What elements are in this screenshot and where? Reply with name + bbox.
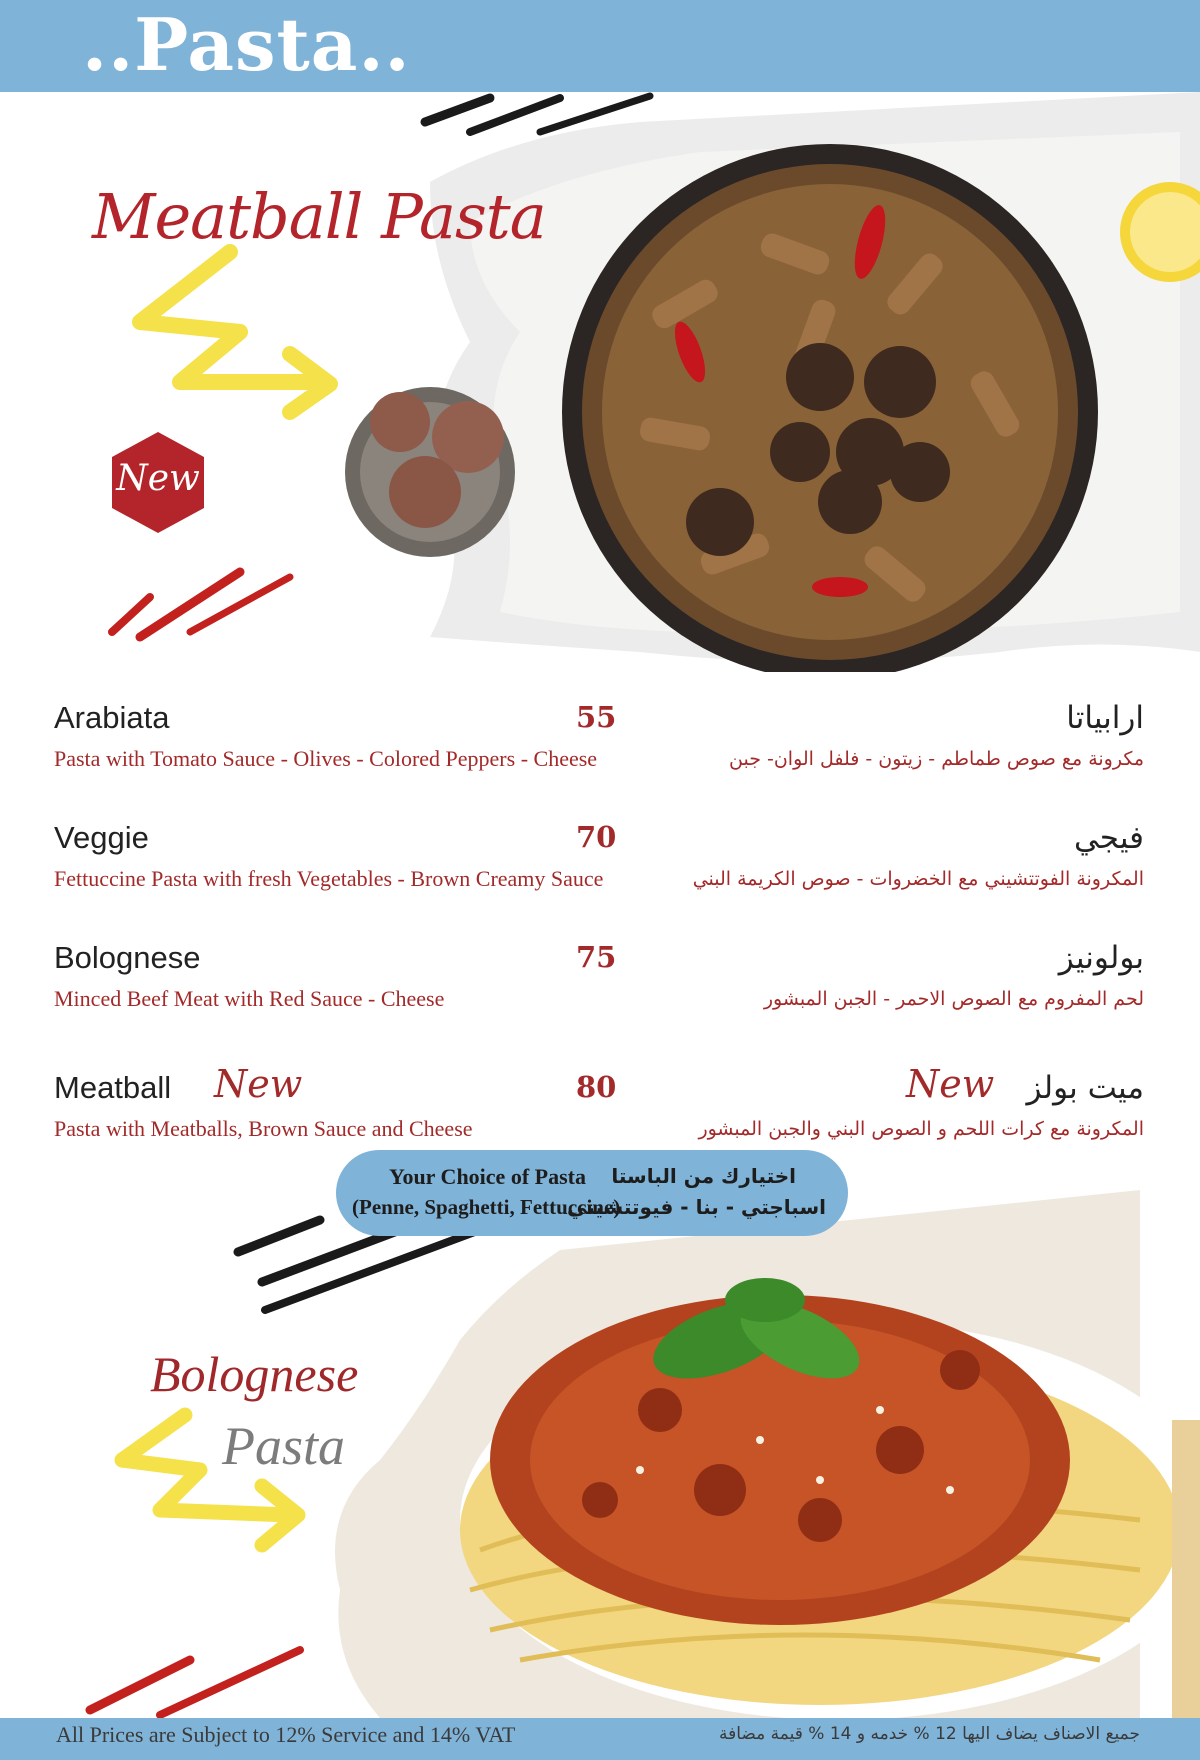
menu-item-veggie xyxy=(0,820,1200,920)
pasta-choice-pill xyxy=(336,1150,848,1236)
pasta-choice-options: (Penne, Spaghetti, Fettuccine) xyxy=(352,1195,621,1219)
new-tag-arabic-side: New xyxy=(906,1062,995,1106)
page-title: ..Pasta.. xyxy=(82,2,411,87)
item-price: 80 xyxy=(576,1070,617,1104)
feature-title-bolognese-line1: Bolognese xyxy=(150,1346,359,1402)
item-description: Minced Beef Meat with Red Sauce - Cheese xyxy=(54,986,445,1011)
menu-item-arabiata xyxy=(0,700,1200,800)
pasta-choice-heading-arabic: اختيارك من الباستا xyxy=(611,1164,796,1188)
feature-title-bolognese-line2: Pasta xyxy=(222,1416,346,1476)
item-name: Arabiata xyxy=(54,700,170,735)
item-description-arabic: المكرونة الفوتتشيني مع الخضروات - صوص الكريمة البني xyxy=(692,868,1144,890)
item-price: 55 xyxy=(576,700,617,734)
feature-title-meatball: Meatball Pasta xyxy=(92,180,546,253)
item-name: Veggie xyxy=(54,820,149,855)
item-name-arabic: بولونيز xyxy=(1058,940,1144,976)
item-name-arabic: فيجي xyxy=(1073,820,1144,856)
new-badge-label: New xyxy=(116,458,200,499)
item-description: Pasta with Tomato Sauce - Olives - Colored Peppers - Cheese xyxy=(54,746,598,771)
side-strip xyxy=(1172,1420,1200,1718)
item-name-arabic: ارابياتا xyxy=(1066,700,1144,736)
item-price: 70 xyxy=(576,820,617,854)
item-description-arabic: لحم المفروم مع الصوص الاحمر - الجبن المبشور xyxy=(763,988,1144,1010)
meatball-pasta-photo xyxy=(0,92,1200,672)
item-name-arabic: ميت بولز xyxy=(1026,1070,1144,1106)
new-tag: New xyxy=(214,1062,303,1106)
menu-item-bolognese xyxy=(0,940,1200,1040)
item-description-arabic: مكرونة مع صوص طماطم - زيتون - فلفل الوان- جبن xyxy=(729,748,1144,770)
pasta-choice-options-arabic: اسباجتي - بنا - فيوتتشيني xyxy=(566,1195,826,1219)
item-description: Pasta with Meatballs, Brown Sauce and Cheese xyxy=(54,1116,473,1141)
item-name: Bolognese xyxy=(54,940,201,975)
footer-note-arabic: جميع الاصناف يضاف اليها 12 % خدمه و 14 % قيمة مضافة xyxy=(718,1724,1140,1744)
footer-note: All Prices are Subject to 12% Service and 14% VAT xyxy=(56,1722,516,1747)
item-description: Fettuccine Pasta with fresh Vegetables - Brown Creamy Sauce xyxy=(54,866,604,891)
item-price: 75 xyxy=(576,940,617,974)
item-description-arabic: المكرونة مع كرات اللحم و الصوص البني والجبن المبشور xyxy=(698,1118,1144,1140)
pasta-choice-heading: Your Choice of Pasta xyxy=(389,1164,586,1189)
item-name: Meatball xyxy=(54,1070,172,1105)
bolognese-pasta-photo xyxy=(0,1190,1200,1720)
